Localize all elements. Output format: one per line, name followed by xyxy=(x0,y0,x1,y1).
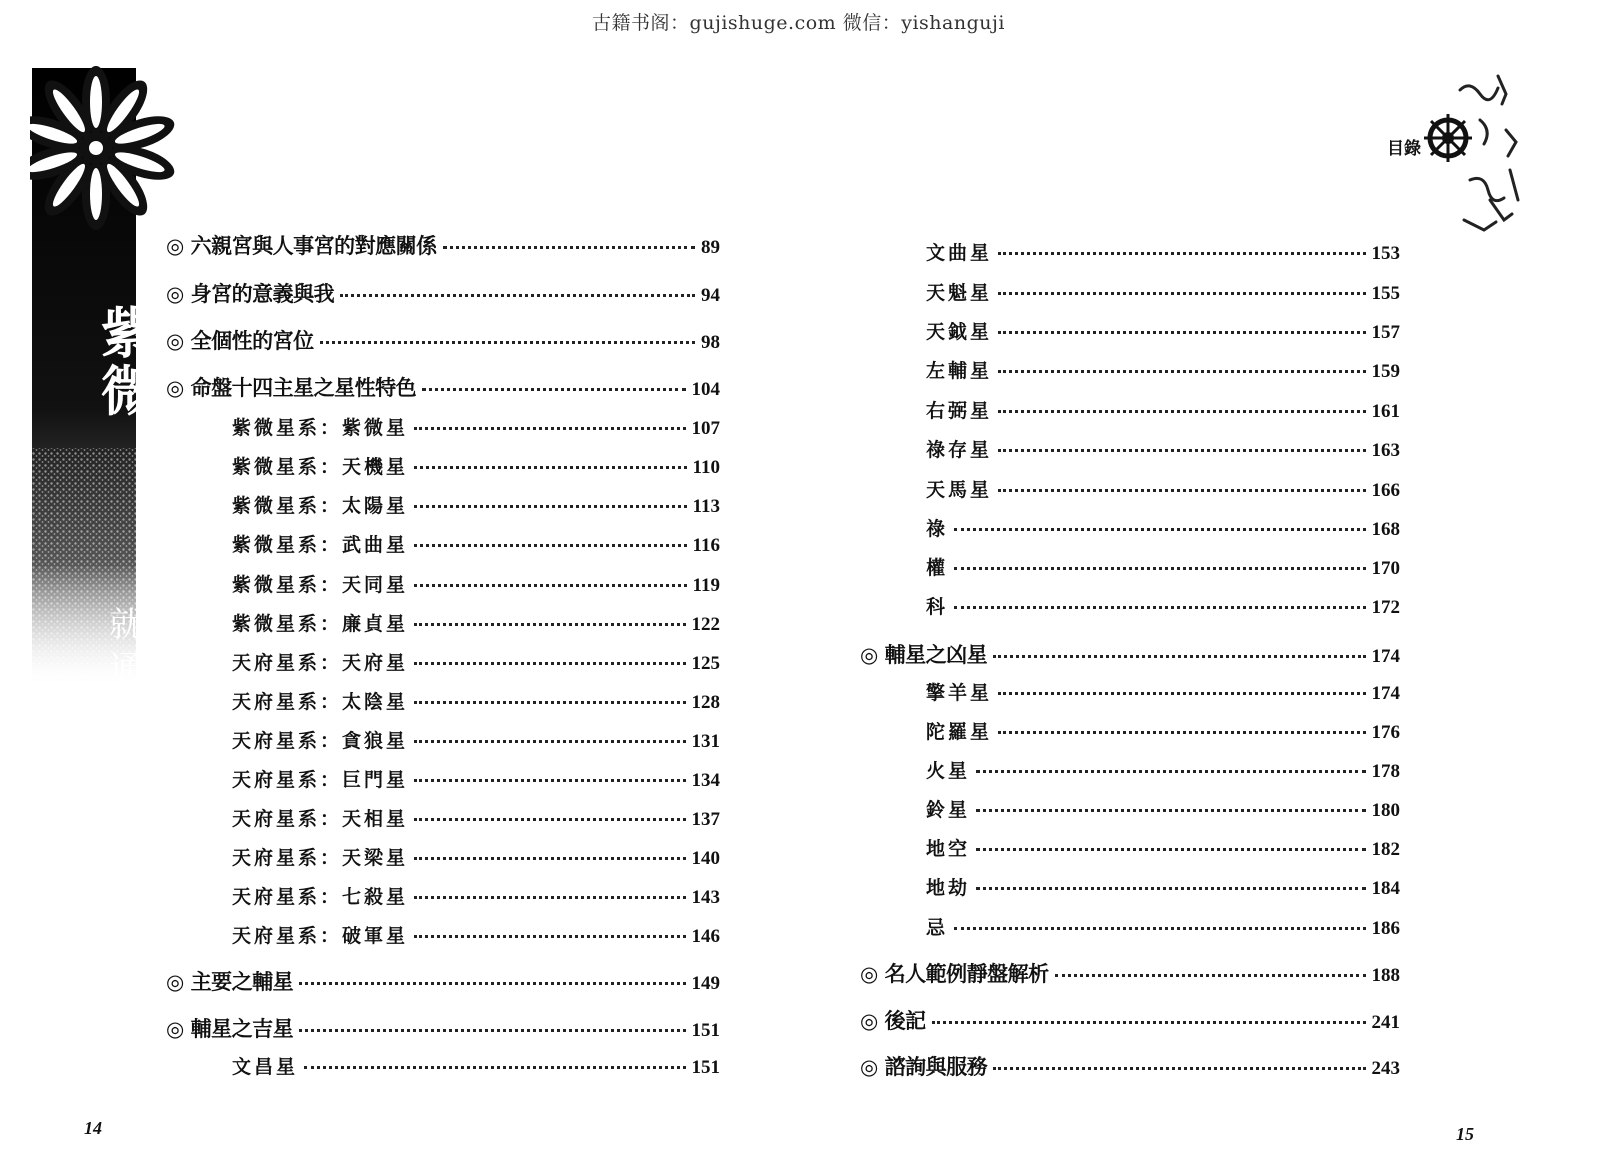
toc-entry xyxy=(232,687,720,714)
dot-leader xyxy=(976,809,1365,812)
toc-entry-page: 110 xyxy=(692,457,720,478)
toc-entry-page: 137 xyxy=(691,809,720,830)
toc-entry xyxy=(926,435,1400,462)
toc-entry-page: 170 xyxy=(1371,558,1400,579)
toc-entry xyxy=(232,921,720,948)
toc-entry-label: 紫微星系：天同星 xyxy=(232,574,409,596)
toc-entry xyxy=(232,765,720,792)
dot-leader xyxy=(414,740,685,743)
toc-entry-page: 113 xyxy=(692,496,720,517)
folio-left: 14 xyxy=(84,1118,102,1138)
dot-leader xyxy=(414,779,685,782)
dot-leader xyxy=(998,731,1365,734)
dot-leader xyxy=(993,655,1365,658)
toc-entry-page: 188 xyxy=(1371,965,1400,986)
flower-ornament-icon xyxy=(30,66,180,236)
toc-entry-label: 文昌星 xyxy=(232,1056,299,1078)
toc-entry-label: 擎羊星 xyxy=(926,682,993,704)
toc-entry-label: 天府星系：七殺星 xyxy=(232,886,409,908)
dot-leader xyxy=(414,818,685,821)
toc-entry xyxy=(926,317,1400,344)
dot-leader xyxy=(340,294,695,297)
dot-leader xyxy=(299,982,685,985)
dot-leader xyxy=(998,692,1365,695)
toc-entry-label: ◎ 主要之輔星 xyxy=(166,970,294,994)
dot-leader xyxy=(976,887,1365,890)
dot-leader xyxy=(954,528,1365,531)
toc-entry xyxy=(166,1013,720,1043)
dot-leader xyxy=(976,848,1365,851)
folio-right: 15 xyxy=(1456,1124,1474,1144)
toc-entry-page: 178 xyxy=(1371,761,1400,782)
toc-entry-page: 146 xyxy=(691,926,720,947)
toc-entry xyxy=(860,1051,1400,1081)
toc-entry xyxy=(166,325,720,355)
toc-entry-label: 鈴星 xyxy=(926,799,971,821)
toc-entry-label: 忌 xyxy=(926,917,949,939)
toc-entry-page: 116 xyxy=(692,535,720,556)
dot-leader xyxy=(443,246,695,249)
dot-leader xyxy=(976,770,1365,773)
toc-entry xyxy=(232,648,720,675)
toc-entry xyxy=(232,413,720,440)
dot-leader xyxy=(998,331,1365,334)
toc-entry xyxy=(232,452,720,479)
toc-entry xyxy=(926,795,1400,822)
toc-entry-label: ◎ 全個性的宮位 xyxy=(166,329,314,353)
dot-leader xyxy=(304,1066,685,1069)
dot-leader xyxy=(414,505,687,508)
toc-entry xyxy=(926,238,1400,265)
toc-entry xyxy=(166,372,720,402)
toc-entry-page: 143 xyxy=(691,887,720,908)
toc-entry-label: 天鉞星 xyxy=(926,321,993,343)
toc-entry xyxy=(232,609,720,636)
dot-leader xyxy=(414,584,687,587)
toc-entry-label: 紫微星系：廉貞星 xyxy=(232,613,409,635)
toc-entry-page: 155 xyxy=(1371,283,1400,304)
dot-leader xyxy=(1055,974,1366,977)
toc-entry-page: 180 xyxy=(1371,800,1400,821)
toc-entry xyxy=(926,514,1400,541)
dot-leader xyxy=(320,341,695,344)
dot-leader xyxy=(998,292,1365,295)
dot-leader xyxy=(422,388,685,391)
toc-entry xyxy=(926,913,1400,940)
dot-leader xyxy=(414,935,685,938)
toc-entry-page: 184 xyxy=(1371,878,1400,899)
toc-entry-label: 祿存星 xyxy=(926,439,993,461)
dot-leader xyxy=(414,701,685,704)
toc-entry-page: 182 xyxy=(1371,839,1400,860)
toc-entry-label: 天馬星 xyxy=(926,479,993,501)
toc-entry-label: 左輔星 xyxy=(926,360,993,382)
toc-entry-page: 89 xyxy=(701,237,720,258)
dot-leader xyxy=(414,544,687,547)
toc-entry-label: 紫微星系：太陽星 xyxy=(232,495,409,517)
dot-leader xyxy=(998,252,1365,255)
toc-entry xyxy=(926,678,1400,705)
toc-entry-label: 火星 xyxy=(926,760,971,782)
toc-entry-page: 241 xyxy=(1371,1012,1400,1033)
dot-leader xyxy=(414,427,685,430)
toc-entry-page: 128 xyxy=(691,692,720,713)
toc-entry xyxy=(926,873,1400,900)
toc-entry xyxy=(926,717,1400,744)
toc-entry-label: ◎ 六親宮與人事宮的對應關係 xyxy=(166,234,437,258)
dot-leader xyxy=(998,449,1365,452)
dot-leader xyxy=(414,662,685,665)
dot-leader xyxy=(414,896,685,899)
toc-entry-label: ◎ 輔星之凶星 xyxy=(860,643,988,667)
toc-entry-page: 122 xyxy=(691,614,720,635)
toc-entry-label: 文曲星 xyxy=(926,242,993,264)
toc-entry-label: ◎ 名人範例靜盤解析 xyxy=(860,962,1049,986)
toc-entry-page: 153 xyxy=(1371,243,1400,264)
toc-entry-page: 134 xyxy=(691,770,720,791)
spine-title: 紫 微 xyxy=(101,301,155,423)
toc-entry-page: 125 xyxy=(691,653,720,674)
toc-entry xyxy=(926,592,1400,619)
toc-entry-page: 168 xyxy=(1371,519,1400,540)
toc-entry-label: 天魁星 xyxy=(926,282,993,304)
toc-entry-page: 94 xyxy=(701,285,720,306)
dot-leader xyxy=(932,1021,1366,1024)
toc-entry-label: 右弼星 xyxy=(926,400,993,422)
toc-entry-page: 161 xyxy=(1371,401,1400,422)
toc-entry xyxy=(926,834,1400,861)
toc-entry-page: 157 xyxy=(1371,322,1400,343)
toc-entry-label: 科 xyxy=(926,596,949,618)
toc-entry-label: ◎ 身宮的意義與我 xyxy=(166,282,335,306)
dot-leader xyxy=(414,623,685,626)
dot-leader xyxy=(954,567,1365,570)
dot-leader xyxy=(954,606,1365,609)
toc-entry-label: 天府星系：天府星 xyxy=(232,652,409,674)
toc-entry-label: ◎ 後記 xyxy=(860,1009,926,1033)
toc-entry-page: 149 xyxy=(691,973,720,994)
toc-entry xyxy=(232,570,720,597)
toc-entry-label: ◎ 諮詢與服務 xyxy=(860,1055,988,1079)
toc-entry-label: 陀羅星 xyxy=(926,721,993,743)
toc-entry-label: 紫微星系：武曲星 xyxy=(232,534,409,556)
toc-entry-label: 紫微星系：天機星 xyxy=(232,456,409,478)
toc-entry xyxy=(232,843,720,870)
toc-entry-page: 186 xyxy=(1371,918,1400,939)
toc-entry xyxy=(166,966,720,996)
toc-entry-label: 紫微星系：紫微星 xyxy=(232,417,409,439)
toc-entry-page: 172 xyxy=(1371,597,1400,618)
toc-entry-label: 天府星系：破軍星 xyxy=(232,925,409,947)
toc-entry-page: 174 xyxy=(1371,683,1400,704)
toc-entry xyxy=(860,958,1400,988)
toc-entry-label: 地劫 xyxy=(926,877,971,899)
toc-entry-page: 151 xyxy=(691,1057,720,1078)
toc-entry-label: 地空 xyxy=(926,838,971,860)
toc-entry-label: 天府星系：巨門星 xyxy=(232,769,409,791)
toc-entry xyxy=(232,530,720,557)
dot-leader xyxy=(954,927,1365,930)
toc-entry-label: ◎ 輔星之吉星 xyxy=(166,1017,294,1041)
toc-entry-page: 119 xyxy=(692,575,720,596)
dot-leader xyxy=(998,489,1365,492)
toc-entry-page: 107 xyxy=(691,418,720,439)
toc-entry-page: 159 xyxy=(1371,361,1400,382)
watermark: 古籍书阁：gujishuge.com 微信：yishanguji xyxy=(592,12,1005,34)
toc-entry-label: ◎ 命盤十四主星之星性特色 xyxy=(166,376,417,400)
toc-entry-page: 243 xyxy=(1371,1058,1400,1079)
toc-entry xyxy=(232,491,720,518)
toc-entry xyxy=(166,230,720,260)
spine-subtitle: 就 通 xyxy=(109,605,143,689)
toc-entry-page: 140 xyxy=(691,848,720,869)
toc-entry-page: 166 xyxy=(1371,480,1400,501)
toc-entry-page: 131 xyxy=(691,731,720,752)
dot-leader xyxy=(998,370,1365,373)
toc-entry xyxy=(860,639,1400,669)
dot-leader xyxy=(299,1029,685,1032)
brush-texture-icon xyxy=(1450,70,1540,250)
toc-entry xyxy=(860,1005,1400,1035)
toc-entry-page: 104 xyxy=(691,379,720,400)
toc-entry xyxy=(166,278,720,308)
section-label: 目錄 xyxy=(1387,139,1421,159)
toc-entry xyxy=(926,553,1400,580)
toc-entry-page: 176 xyxy=(1371,722,1400,743)
dot-leader xyxy=(993,1067,1365,1070)
toc-entry xyxy=(232,726,720,753)
toc-entry xyxy=(926,356,1400,383)
dot-leader xyxy=(998,410,1365,413)
toc-entry xyxy=(926,475,1400,502)
dot-leader xyxy=(414,466,687,469)
toc-entry-label: 祿 xyxy=(926,518,949,540)
toc-entry-page: 163 xyxy=(1371,440,1400,461)
toc-entry-label: 天府星系：天梁星 xyxy=(232,847,409,869)
dot-leader xyxy=(414,857,685,860)
toc-entry-label: 天府星系：貪狼星 xyxy=(232,730,409,752)
toc-entry xyxy=(926,756,1400,783)
toc-entry-page: 98 xyxy=(701,332,720,353)
toc-entry-label: 天府星系：太陰星 xyxy=(232,691,409,713)
toc-entry-label: 權 xyxy=(926,557,949,579)
toc-entry xyxy=(926,278,1400,305)
toc-entry-page: 151 xyxy=(691,1020,720,1041)
toc-entry xyxy=(926,396,1400,423)
toc-entry xyxy=(232,804,720,831)
toc-entry-page: 174 xyxy=(1371,646,1400,667)
toc-entry xyxy=(232,882,720,909)
toc-entry-label: 天府星系：天相星 xyxy=(232,808,409,830)
toc-entry xyxy=(232,1052,720,1079)
